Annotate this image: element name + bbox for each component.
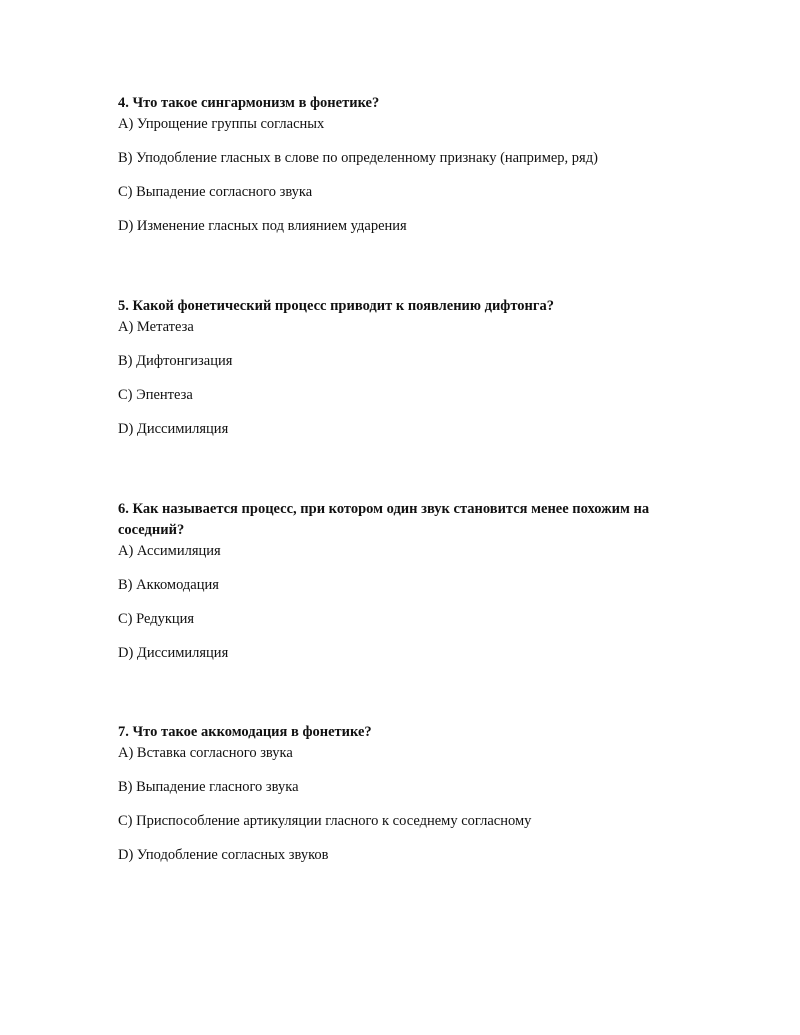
option-a: A) Упрощение группы согласных — [118, 116, 325, 132]
option-a: A) Ассимиляция — [118, 543, 221, 559]
option-d: D) Уподобление согласных звуков — [118, 847, 329, 863]
option-b: B) Аккомодация — [118, 577, 219, 593]
question-title: 6. Как называется процесс, при котором один звук становится менее похожим на соседний? — [118, 501, 650, 538]
option-b: B) Дифтонгизация — [118, 353, 233, 369]
option-d: D) Изменение гласных под влиянием ударения — [118, 218, 407, 234]
question-title: 7. Что такое аккомодация в фонетике? — [118, 724, 372, 740]
option-c: C) Приспособление артикуляции гласного к соседнему согласному — [118, 813, 532, 829]
option-b: B) Уподобление гласных в слове по определенному признаку (например, ряд) — [118, 150, 598, 166]
option-d: D) Диссимиляция — [118, 421, 229, 437]
option-c: C) Эпентеза — [118, 387, 193, 403]
question-4 — [118, 93, 688, 236]
option-a: A) Метатеза — [118, 319, 194, 335]
question-7 — [118, 722, 688, 865]
option-b: B) Выпадение гласного звука — [118, 779, 299, 795]
question-title: 4. Что такое сингармонизм в фонетике? — [118, 95, 380, 111]
option-c: C) Выпадение согласного звука — [118, 184, 313, 200]
option-c: C) Редукция — [118, 611, 195, 627]
question-6 — [118, 499, 688, 663]
option-a: A) Вставка согласного звука — [118, 745, 293, 761]
question-title: 5. Какой фонетический процесс приводит к появлению дифтонга? — [118, 298, 554, 314]
option-d: D) Диссимиляция — [118, 645, 229, 661]
question-5 — [118, 296, 688, 439]
